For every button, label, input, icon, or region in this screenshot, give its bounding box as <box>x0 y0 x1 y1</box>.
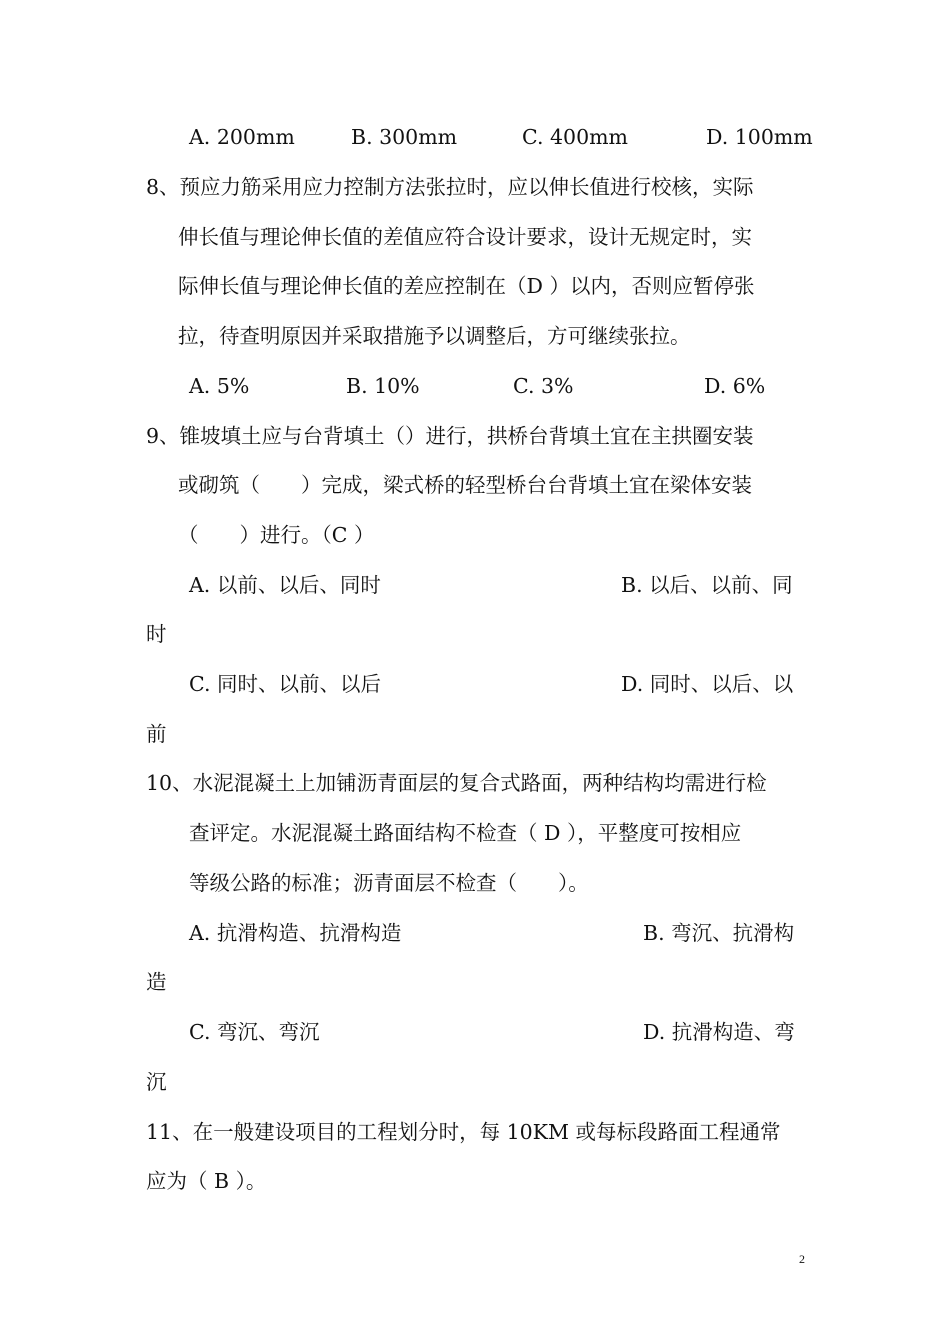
q7-option-a: A. 200mm <box>189 125 295 149</box>
q10-option-d: D. 抗滑构造、弯 <box>643 1020 795 1044</box>
q10-option-a: A. 抗滑构造、抗滑构造 <box>189 921 402 945</box>
q7-option-b: B. 300mm <box>351 125 458 149</box>
q10-line-2: 查评定。水泥混凝土路面结构不检查（ D ），平整度可按相应 <box>189 821 742 845</box>
q7-option-c: C. 400mm <box>522 125 628 149</box>
q9-option-b: B. 以后、以前、同 <box>621 573 793 597</box>
q8-option-a: A. 5% <box>189 374 250 398</box>
q7-option-d: D. 100mm <box>706 125 813 149</box>
q10-option-c: C. 弯沉、弯沉 <box>189 1020 320 1044</box>
q9-option-c: C. 同时、以前、以后 <box>189 672 381 696</box>
q10-line-1: 10、水泥混凝土上加铺沥青面层的复合式路面，两种结构均需进行检 <box>146 771 767 795</box>
q8-line-2: 伸长值与理论伸长值的差值应符合设计要求，设计无规定时，实 <box>178 225 752 249</box>
q9-option-d: D. 同时、以后、以 <box>621 672 794 696</box>
q10-option-d-wrap: 沉 <box>146 1070 167 1094</box>
q8-line-1: 8、预应力筋采用应力控制方法张拉时，应以伸长值进行校核，实际 <box>146 175 754 199</box>
q10-option-b: B. 弯沉、抗滑构 <box>643 921 795 945</box>
q11-line-1: 11、在一般建设项目的工程划分时，每 10KM 或每标段路面工程通常 <box>146 1120 781 1144</box>
q9-option-a: A. 以前、以后、同时 <box>189 573 381 597</box>
q10-option-b-wrap: 造 <box>146 970 167 994</box>
q10-line-3: 等级公路的标准；沥青面层不检查（ ）。 <box>189 871 589 895</box>
q8-option-b: B. 10% <box>346 374 420 398</box>
q9-option-d-wrap: 前 <box>146 722 167 746</box>
q9-line-1: 9、锥坡填土应与台背填土（）进行，拱桥台背填土宜在主拱圈安装 <box>146 424 754 448</box>
q8-option-d: D. 6% <box>704 374 766 398</box>
q11-line-2: 应为（ B ）。 <box>146 1169 267 1193</box>
q8-option-c: C. 3% <box>513 374 574 398</box>
q8-line-3: 际伸长值与理论伸长值的差应控制在（D ）以内，否则应暂停张 <box>178 274 755 298</box>
q9-line-3: （ ）进行。（C ） <box>178 523 375 547</box>
q9-option-b-wrap: 时 <box>146 622 167 646</box>
q9-line-2: 或砌筑（ ）完成，梁式桥的轻型桥台台背填土宜在梁体安装 <box>178 473 752 497</box>
q8-line-4: 拉，待查明原因并采取措施予以调整后，方可继续张拉。 <box>178 324 691 348</box>
page-number: 2 <box>799 1252 805 1266</box>
